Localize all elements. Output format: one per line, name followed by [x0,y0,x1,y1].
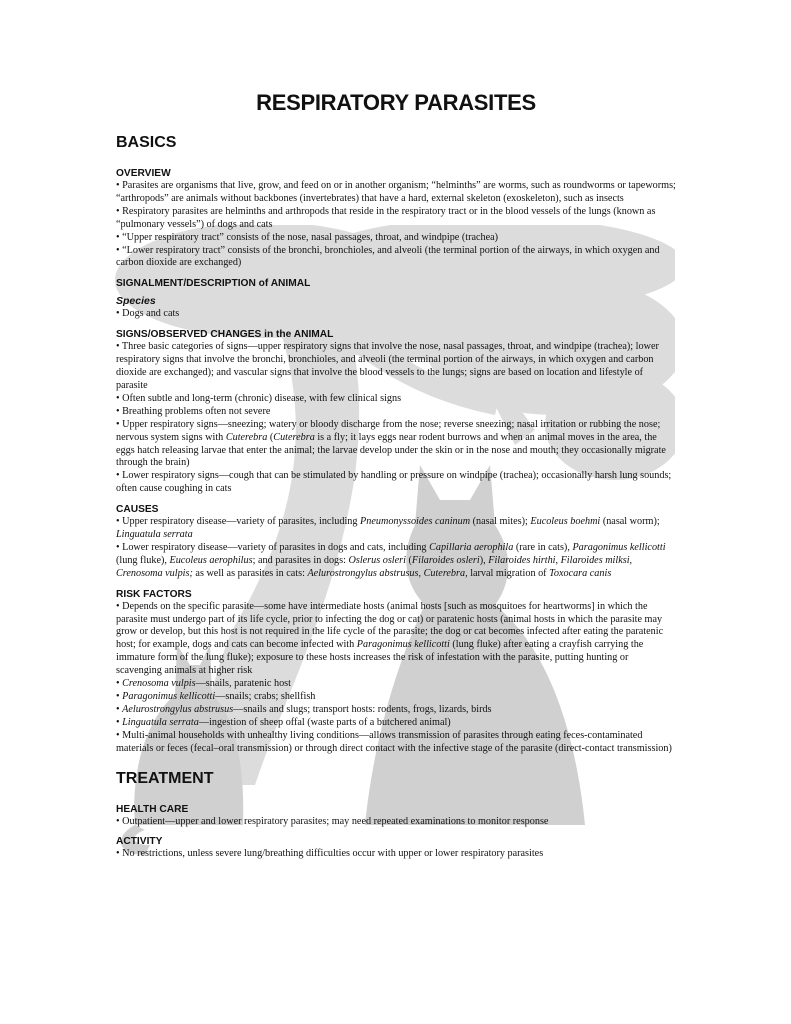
overview-heading: OVERVIEW [116,168,171,179]
health-care-heading: HEALTH CARE [116,803,189,815]
health-care-section [116,804,676,829]
signalment-heading: SIGNALMENT/DESCRIPTION of ANIMAL [116,278,311,290]
signs-bullet: • Lower respiratory signs—cough that can be stimulated by handling or pressure on windpipe (trachea); occasionally harsh lung sounds; often cause coughing in cats [116,470,672,495]
risk-bullet: • Depends on the specific parasite—some have intermediate hosts (animal hosts [such as mosquitoes for heartworms] in which the parasite must undergo part of its life cycle, prior to infecting the dog or cat) or paratenic hosts (animal hosts in which the parasite may grow or develop, but this host is not required in the life cycle of the parasite; the dog or cat becomes infected after eating the paratenic host; for example, dogs and cats can become infected with Paragonimus kellicotti (lung fluke) after eating a crayfish carrying the immature form of the lung fluke); exposure to these hosts increases the risk of infestation with the parasite, putting hunting or scavenging animals at higher risk [116,600,664,677]
species-bullet: • Dogs and cats [116,308,180,320]
causes-bullet: • Upper respiratory disease—variety of parasites, including Pneumonyssoides caninum (nasal mites); Eucoleus boehmi (nasal worm); Linguatula serrata [116,516,660,541]
signs-bullet: • Upper respiratory signs—sneezing; watery or bloody discharge from the nose; reverse sneezing; nasal irritation or rubbing the nose; nervous system signs with Cuterebra (Cuterebra is a fly; it lays eggs near rodent burrows and when an animal moves in the area, the eggs hatch releasing larvae that enter the animal; the larvae develop under the skin or in the nose and mouth; they occasionally migrate through the brain) [116,418,666,469]
risk-bullet: • Linguatula serrata—ingestion of sheep offal (waste parts of a butchered animal) [116,716,451,728]
overview-section [116,168,676,270]
basics-heading: BASICS [116,134,177,151]
health-care-bullet: • Outpatient—upper and lower respiratory parasites; may need repeated examinations to monitor response [116,815,549,827]
overview-bullet: • Parasites are organisms that live, grow, and feed on or in another organism; “helminths” are worms, such as roundworms or tapeworms; “arthropods” are animals without backbones (invertebrates) that have a hard, external skeleton (exoskeleton), such as insects [116,180,676,204]
signs-section [116,329,676,496]
risk-bullet: • Crenosoma vulpis—snails, paratenic host [116,678,291,690]
signs-bullet: • Often subtle and long-term (chronic) disease, with few clinical signs [116,392,402,404]
species-subheading: Species [116,295,156,308]
overview-bullet: • “Lower respiratory tract” consists of the bronchi, bronchioles, and alveoli (the terminal portion of the airways, in which oxygen and carbon dioxide are exchanged) [116,244,660,269]
signs-heading: SIGNS/OBSERVED CHANGES in the ANIMAL [116,329,334,341]
risk-bullet: • Paragonimus kellicotti—snails; crabs; shellfish [116,691,316,702]
risk-bullet: • Multi-animal households with unhealthy living conditions—allows transmission of parasites through eating feces-contaminated materials or feces (fecal–oral transmission) or through direct contact with the infective stage of the parasite (direct-contact transmission) [116,729,672,754]
overview-bullet: • “Upper respiratory tract” consists of the nose, nasal passages, throat, and windpipe (trachea) [116,231,499,243]
signs-bullet: • Breathing problems often not severe [116,405,271,417]
risk-factors-heading: RISK FACTORS [116,588,192,600]
signs-bullet: • Three basic categories of signs—upper respiratory signs that involve the nose, nasal passages, throat, and windpipe (trachea); lower respiratory signs that involve the bronchi, bronchioles, and alveoli (the terminal portion of the airways, in which oxygen and carbon dioxide are exchanged); and vascular signs that involve the blood vessels to the lungs; signs are based on location and lifestyle of parasite [116,341,659,391]
signalment-section [116,278,676,321]
causes-section [116,504,676,581]
causes-heading: CAUSES [116,504,159,516]
document-page [116,90,676,869]
risk-bullet: • Aelurostrongylus abstrusus—snails and slugs; transport hosts: rodents, frogs, lizards, birds [116,703,492,715]
activity-heading: ACTIVITY [116,836,163,848]
risk-factors-section [116,589,676,756]
page-title: RESPIRATORY PARASITES [256,90,536,115]
activity-bullet: • No restrictions, unless severe lung/breathing difficulties occur with upper or lower respiratory parasites [116,848,544,860]
causes-bullet: • Lower respiratory disease—variety of parasites in dogs and cats, including Capillaria aerophila (rare in cats), Paragonimus kellicotti (lung fluke), Eucoleus aerophilus; and parasites in dogs: Oslerus osleri (Filaroides osleri), Filaroides hirthi, Filaroides milksi, Crenosoma vulpis; as well as parasites in cats: Aelurostrongylus abstrusus, Cuterebra, larval migration of Toxocara canis [116,541,666,579]
treatment-heading: TREATMENT [116,769,214,787]
overview-bullet: • Respiratory parasites are helminths and arthropods that reside in the respiratory tract or in the blood vessels of the lungs (known as “pulmonary vessels”) of dogs and cats [116,205,656,230]
activity-section [116,836,676,861]
